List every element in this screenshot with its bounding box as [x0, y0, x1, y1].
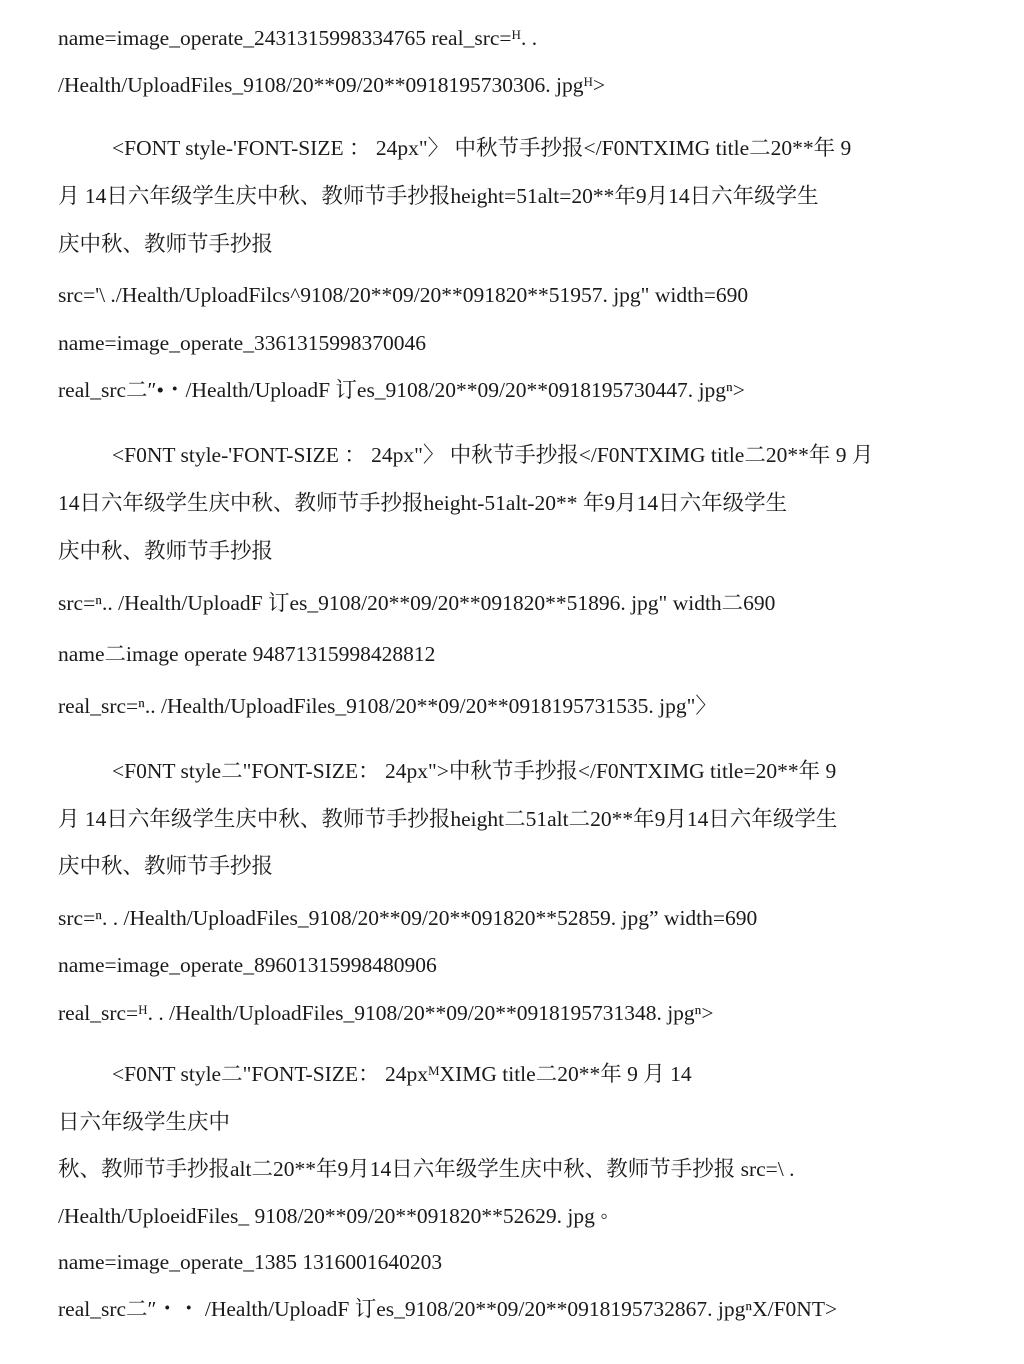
text-line: real_src二″・・ /Health/UploadF 订es_9108/20**09/20**0918195732867. jpgⁿX/F0NT>	[58, 1297, 838, 1321]
text-line: src=ⁿ. . /Health/UploadFiles_9108/20**09/20**091820**52859. jpg” width=690	[58, 906, 758, 930]
text-line: <F0NT style-'FONT-SIZE ： 24px"〉 中秋节手抄报</F0NTXIMG title二20**年 9 月	[112, 443, 874, 467]
text-line: 庆中秋、教师节手抄报	[58, 854, 274, 878]
text-line: name=image_operate_2431315998334765 real_src=ᴴ. .	[58, 26, 538, 50]
text-line: 日六年级学生庆中	[58, 1110, 231, 1134]
text-line: real_src二″•・/Health/UploadF 订es_9108/20**09/20**0918195730447. jpgⁿ>	[58, 378, 745, 402]
text-line: 月 14日六年级学生庆中秋、教师节手抄报height二51alt二20**年9月14日六年级学生	[58, 807, 838, 831]
text-line: <F0NT style二"FONT-SIZE： 24px">中秋节手抄报</F0NTXIMG title=20**年 9	[112, 759, 837, 783]
text-line: real_src=ⁿ.. /Health/UploadFiles_9108/20**09/20**0918195731535. jpg"〉	[58, 694, 717, 718]
text-line: <F0NT style二"FONT-SIZE： 24pxᴹXIMG title二20**年 9 月 14	[112, 1062, 692, 1086]
text-line: src=ⁿ.. /Health/UploadF 订es_9108/20**09/20**091820**51896. jpg" width二690	[58, 591, 776, 615]
text-line: /Health/UploadFiles_9108/20**09/20**0918195730306. jpgᴴ>	[58, 73, 606, 97]
text-line: 庆中秋、教师节手抄报	[58, 539, 274, 563]
text-line: 月 14日六年级学生庆中秋、教师节手抄报height=51alt=20**年9月14日六年级学生	[58, 184, 819, 208]
text-line: 秋、教师节手抄报alt二20**年9月14日六年级学生庆中秋、教师节手抄报 src=\ .	[58, 1157, 795, 1181]
text-line: name=image_operate_3361315998370046	[58, 331, 426, 355]
text-line: name=image_operate_1385 1316001640203	[58, 1250, 443, 1274]
text-line: 14日六年级学生庆中秋、教师节手抄报height-51alt-20** 年9月14日六年级学生	[58, 491, 788, 515]
text-line: real_src=ᴴ. . /Health/UploadFiles_9108/20**09/20**0918195731348. jpgⁿ>	[58, 1001, 714, 1025]
text-line: /Health/UploeidFiles_ 9108/20**09/20**091820**52629. jpg ◦	[58, 1204, 608, 1228]
text-line: name=image_operate_89601315998480906	[58, 953, 437, 977]
text-line: 庆中秋、教师节手抄报	[58, 232, 274, 256]
text-line: src='\ ./Health/UploadFilcs^9108/20**09/20**091820**51957. jpg" width=690	[58, 283, 749, 307]
text-line: <FONT style-'FONT-SIZE ： 24px"〉 中秋节手抄报</F0NTXIMG title二20**年 9	[112, 136, 852, 160]
text-line: name二image operate 94871315998428812	[58, 642, 436, 666]
